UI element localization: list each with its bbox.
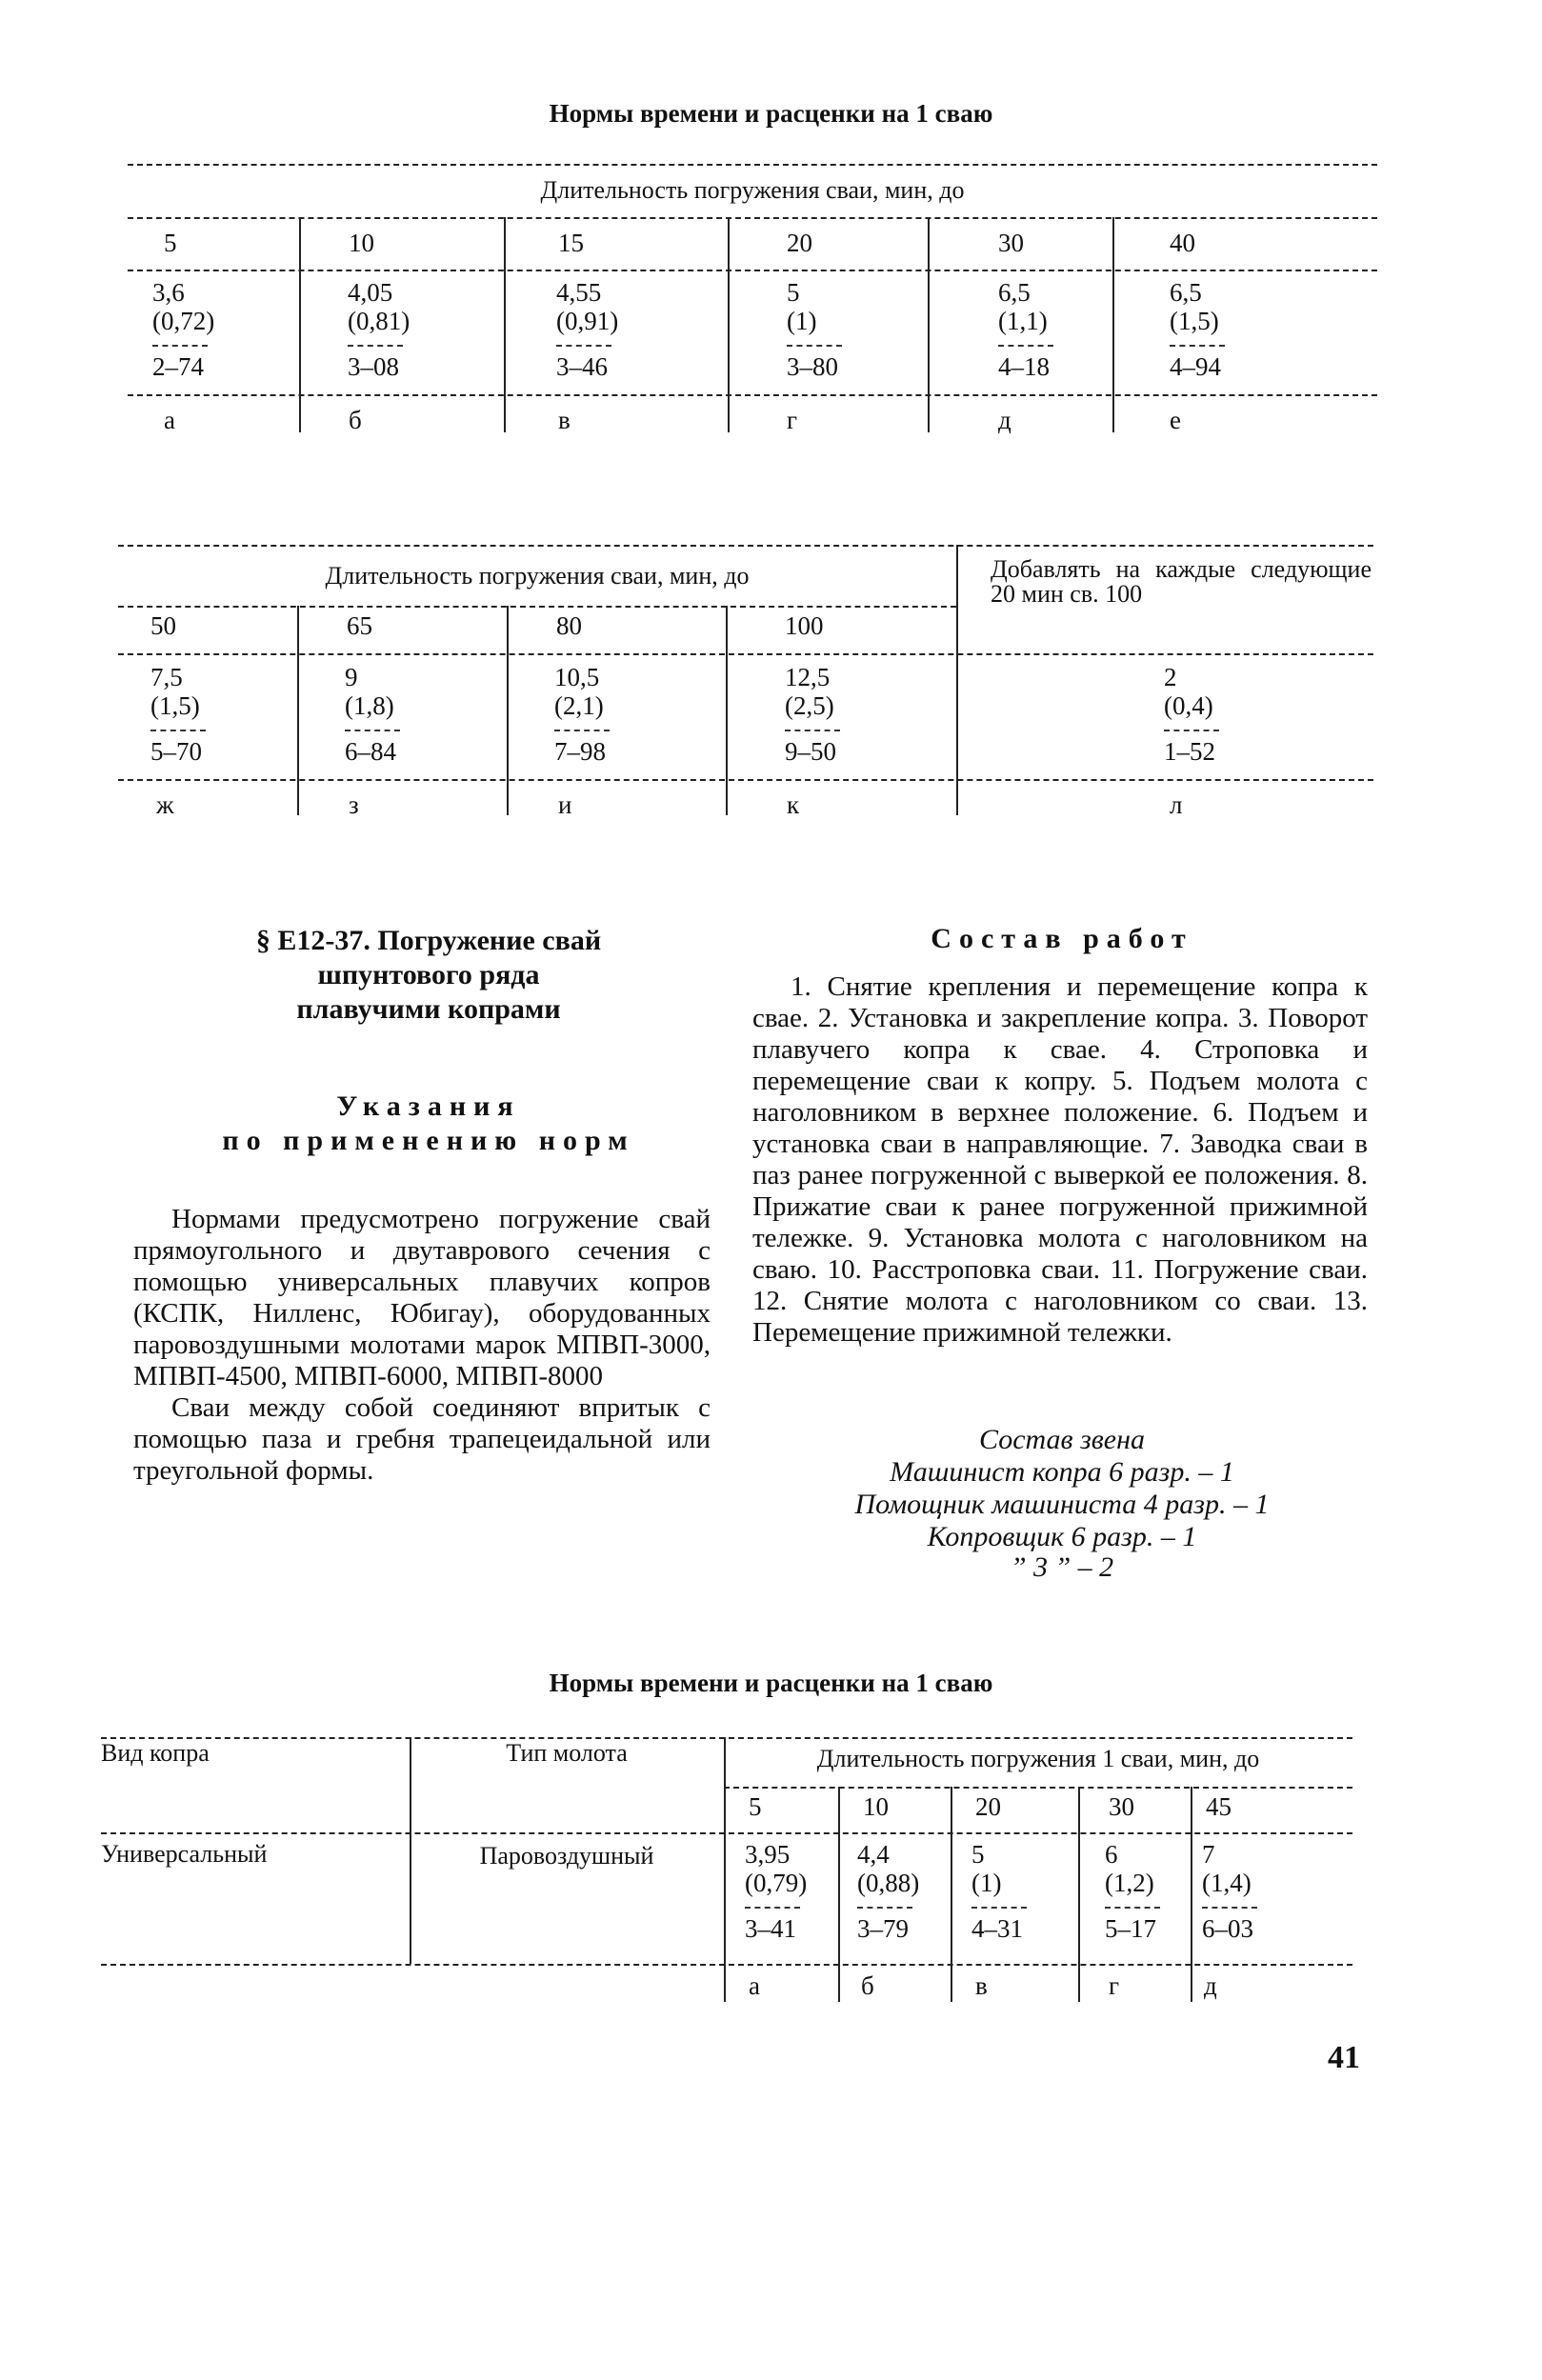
rate-value: (1,5)	[1170, 307, 1219, 335]
table3-rule	[101, 1832, 1352, 1834]
instructions-title: Указания по применению норм	[222, 1090, 635, 1156]
section-body	[133, 1204, 711, 1487]
table3-col-divider	[838, 1787, 840, 2002]
norm-value: 7,5	[150, 663, 183, 691]
norm-value: 5	[971, 1840, 985, 1869]
rate-value: (0,79)	[745, 1869, 808, 1897]
price-value: 4–31	[971, 1914, 1023, 1943]
table3-duration: 10	[863, 1792, 889, 1821]
table1-rule	[128, 217, 1377, 219]
price-value: 3–80	[787, 352, 838, 381]
table2-rule	[118, 653, 1373, 655]
table3-col-divider	[1078, 1787, 1080, 2002]
table1-top-rule	[128, 164, 1377, 166]
table3-letter: в	[975, 1971, 988, 2000]
table1-cell	[998, 278, 1053, 381]
table1-letter: б	[349, 406, 362, 434]
rate-value: (1,1)	[998, 307, 1048, 335]
table1-letter: г	[787, 406, 798, 434]
table3-letter: г	[1109, 1971, 1120, 2000]
table3-duration: 45	[1206, 1792, 1232, 1821]
section-paragraph: Нормами предусмотрено погружение свай прямоугольного и двутаврового сечения с помощью универсальных плавучих копров (КСПК, Нилленс, Юбигау), оборудованных паровоздушными молотами марок МПВП-3000, МПВП-4500, МПВП-6000, МПВП-8000	[133, 1204, 711, 1391]
price-value: 4–18	[998, 352, 1050, 381]
table3-rule	[724, 1787, 1352, 1789]
table3-title: Нормы времени и расценки на 1 сваю	[549, 1669, 993, 1697]
table2-cell	[785, 663, 840, 766]
rate-value: (2,1)	[554, 691, 604, 720]
norm-value: 3,95	[745, 1840, 791, 1869]
norm-value: 10,5	[554, 663, 600, 691]
table3-rule	[101, 1964, 1352, 1966]
table3-cell	[857, 1840, 919, 1943]
norm-value: 9	[345, 663, 358, 691]
table3-molot-cell: Паровоздушный	[479, 1842, 654, 1870]
rate-value: (1,5)	[150, 691, 200, 720]
price-value: 3–46	[556, 352, 608, 381]
table2-col-divider	[726, 606, 728, 815]
table2-duration: 50	[150, 611, 176, 640]
table3-col-kopr: Вид копра	[101, 1739, 210, 1767]
table1-letter: е	[1170, 406, 1181, 434]
table2-cell	[150, 663, 206, 766]
rate-value: (0,88)	[857, 1869, 920, 1897]
table2-col-divider	[956, 545, 958, 815]
table2-top-rule	[118, 545, 1373, 547]
table2-header: Длительность погружения сваи, мин, до	[325, 562, 750, 590]
price-value: 6–03	[1202, 1914, 1253, 1943]
table1-rule	[128, 394, 1377, 396]
table2-letter: к	[787, 790, 800, 819]
table1-col-divider	[1112, 217, 1114, 432]
norm-value: 4,55	[556, 278, 602, 307]
table2-letter: л	[1170, 790, 1183, 819]
price-value: 3–79	[857, 1914, 909, 1943]
price-value: 6–84	[345, 737, 396, 766]
rate-value: (1)	[787, 307, 817, 335]
table3-kopr-cell: Универсальный	[101, 1840, 268, 1868]
table1-duration: 40	[1170, 229, 1195, 257]
table3-letter: б	[861, 1971, 874, 2000]
table3-cell	[971, 1840, 1027, 1943]
table2-cell	[554, 663, 610, 766]
table1-cell	[787, 278, 842, 381]
section-title: § Е12-37. Погружение свай шпунтового ряда плавучими копрами	[255, 925, 602, 1025]
norm-value: 6,5	[998, 278, 1031, 307]
table1-title: Нормы времени и расценки на 1 сваю	[549, 99, 993, 128]
rate-value: (0,81)	[348, 307, 411, 335]
section-paragraph: Сваи между собой соединяют впритык с помощью паза и гребня трапецеидальной или треугольной формы.	[133, 1392, 711, 1486]
price-value: 9–50	[785, 737, 836, 766]
table1-header: Длительность погружения сваи, мин, до	[540, 176, 965, 204]
price-value: 3–08	[348, 352, 399, 381]
table3-cell	[1202, 1840, 1257, 1943]
table3-letter: д	[1204, 1971, 1217, 2000]
norm-value: 2	[1164, 663, 1177, 691]
crew-member: Копровщик 6 разр. – 1	[927, 1521, 1197, 1552]
table1-cell	[556, 278, 618, 381]
norm-value: 5	[787, 278, 800, 307]
price-value: 4–94	[1170, 352, 1221, 381]
table3-cell	[1105, 1840, 1160, 1943]
work-paragraph: 1. Снятие крепления и перемещение копра к свае. 2. Установка и закрепление копра. 3. Поворот плавучего копра к свае. 4. Строповка и перемещение сваи к копру. 5. Подъем молота с наголовником в верхнее положение. 6. Подъем и установка сваи в направляющие. 7. Заводка сваи в паз ранее погруженной с выверкой ее положения. 8. Прижатие сваи к ранее погруженной прижимной тележке. 9. Установка молота с наголовником на сваю. 10. Расстроповка сваи. 11. Погружение сваи. 12. Снятие молота с наголовником со сваи. 13. Перемещение прижимной тележки.	[752, 971, 1368, 1348]
table3-header: Длительность погружения 1 сваи, мин, до	[816, 1745, 1260, 1772]
table2-duration: 100	[785, 611, 824, 640]
table3-duration: 30	[1109, 1792, 1134, 1821]
table3-duration: 20	[975, 1792, 1001, 1821]
table3-col-divider	[724, 1737, 726, 2002]
table1-rule	[128, 270, 1377, 271]
norm-value: 3,6	[152, 278, 185, 307]
table2-col-divider	[297, 606, 299, 815]
table3-col-molot: Тип молота	[506, 1739, 628, 1767]
norm-value: 4,4	[857, 1840, 890, 1869]
norm-value: 6,5	[1170, 278, 1202, 307]
table2-rule	[118, 779, 1373, 781]
table3-top-rule	[101, 1737, 1352, 1739]
table2-rule	[118, 606, 956, 608]
table1-col-divider	[504, 217, 506, 432]
table1-col-divider	[928, 217, 930, 432]
table3-col-divider	[951, 1787, 952, 2002]
table1-cell	[1170, 278, 1225, 381]
table1-cell	[152, 278, 214, 381]
table1-letter: а	[164, 406, 175, 434]
norm-value: 7	[1202, 1840, 1215, 1869]
table1-col-divider	[728, 217, 730, 432]
table1-duration: 20	[787, 229, 812, 257]
table2-letter: и	[558, 790, 572, 819]
rate-value: (0,72)	[152, 307, 215, 335]
table3-cell	[745, 1840, 807, 1943]
rate-value: (1,8)	[345, 691, 394, 720]
rate-value: (0,91)	[556, 307, 619, 335]
crew-member: Помощник машиниста 4 разр. – 1	[854, 1489, 1270, 1520]
table1-col-divider	[299, 217, 301, 432]
table3-duration: 5	[749, 1792, 762, 1821]
table2-add-header: Добавлять на каждые следующие 20 мин св. 100	[991, 555, 1372, 608]
table1-letter: в	[558, 406, 571, 434]
table2-cell	[345, 663, 400, 766]
price-value: 1–52	[1164, 737, 1215, 766]
rate-value: (0,4)	[1164, 691, 1213, 720]
work-body	[752, 971, 1368, 1349]
work-title: Состав работ	[931, 923, 1193, 954]
table2-letter: з	[349, 790, 359, 819]
price-value: 5–17	[1105, 1914, 1156, 1943]
rate-value: (1,4)	[1202, 1869, 1252, 1897]
crew-title: Состав звена	[978, 1424, 1145, 1455]
rate-value: (1)	[971, 1869, 1002, 1897]
table1-letter: д	[998, 406, 1011, 434]
table2-duration: 65	[347, 611, 372, 640]
table1-cell	[348, 278, 410, 381]
norm-value: 6	[1105, 1840, 1118, 1869]
rate-value: (1,2)	[1105, 1869, 1154, 1897]
table1-duration: 30	[998, 229, 1024, 257]
page-number: 41	[1328, 2040, 1360, 2075]
table2-duration: 80	[556, 611, 582, 640]
table1-duration: 5	[164, 229, 177, 257]
price-value: 2–74	[152, 352, 204, 381]
rate-value: (2,5)	[785, 691, 834, 720]
table2-letter: ж	[156, 790, 174, 819]
crew-member: Машинист копра 6 разр. – 1	[890, 1456, 1234, 1488]
table2-add-cell	[1164, 663, 1219, 766]
norm-value: 4,05	[348, 278, 393, 307]
table1-duration: 15	[558, 229, 584, 257]
crew-member: ” 3 ” – 2	[1010, 1551, 1114, 1583]
norm-value: 12,5	[785, 663, 831, 691]
table2-col-divider	[507, 606, 509, 815]
price-value: 3–41	[745, 1914, 796, 1943]
table1-duration: 10	[349, 229, 374, 257]
price-value: 5–70	[150, 737, 202, 766]
table3-col-divider	[1191, 1787, 1192, 2002]
table3-letter: а	[749, 1971, 760, 2000]
price-value: 7–98	[554, 737, 606, 766]
